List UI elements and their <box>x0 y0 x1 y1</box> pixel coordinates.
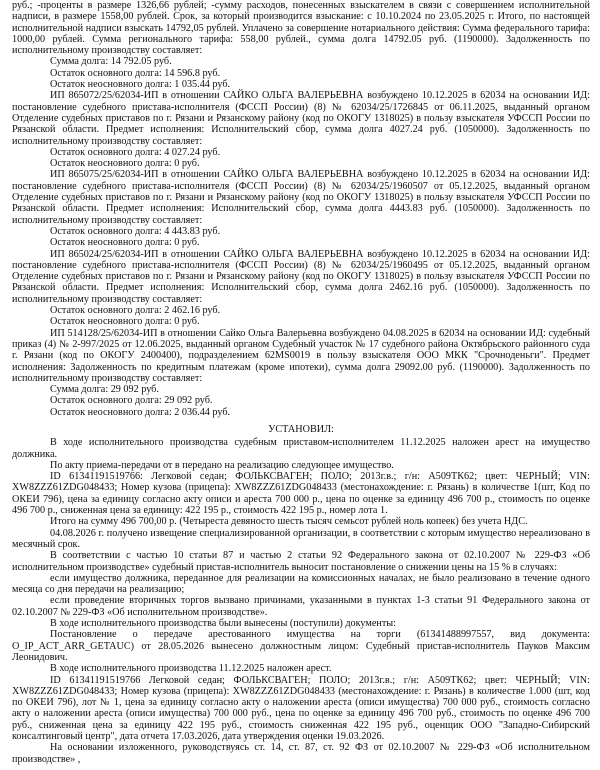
document-paragraph: Итого на сумму 496 700,00 р. (Четыреста девяносто шесть тысяч семьсот рублей ноль копеек) без учета НДС. <box>50 516 528 528</box>
document-paragraph: Сумма долга: 29 092 руб. <box>50 384 159 396</box>
document-paragraph: Остаток основного долга: 4 027.24 руб. <box>50 146 221 158</box>
document-paragraph: если имущество должника, переданное для реализации на комиссионных началах, не было реализовано в течение одного месяца со дня передачи на реализацию; <box>12 572 590 596</box>
document-paragraph: ИП 865072/25/62034-ИП в отношении САЙКО ОЛЬГА ВАЛЕРЬЕВНА возбуждено 10.12.2025 в 62034 на основании ИД: постановление судебного пристава-исполнителя (ФССП России) (8) № 62034/25/1726845 от 06.11.2025, выданный органом Отделение судебных приставов по г. Рязани и Рязанскому району (код по ОКОГУ 1318025) в пользу взыскателя УФССП России по Рязанской области. Предмет исполнения: Исполнительский сбор, сумма долга 4027.24 руб. (1050000). Задолженность по исполнительному производству составляет: <box>12 90 590 147</box>
document-paragraph: руб.; -проценты в размере 1326,66 рублей; -сумму расходов, понесенных взыскателем в связи с совершением исполнительной надписи, в размере 1558,00 рублей. Срок, за который производится взыскание: с 10.10.2024 по 23.05.2025 г. Итого, по настоящей исполнительной надписи взыскать 14792,05 рублей. Уплачено за совершение нотариального действия: Сумма федерального тарифа: 1000,00 рублей. Сумма регионального тарифа: 558,00 рублей., сумма долга 14792.05 руб. (1190000). Задолженность по исполнительному производству составляет: <box>12 0 590 57</box>
document-paragraph: В ходе исполнительного производства судебным приставом-исполнителем 11.12.2025 наложен арест на имущество должника. <box>12 437 590 460</box>
document-paragraph: В ходе исполнительного производства 11.12.2025 наложен арест. <box>50 663 332 675</box>
document-paragraph: Остаток неосновного долга: 0 руб. <box>50 158 200 170</box>
document-paragraph: Остаток основного долга: 4 443.83 руб. <box>50 225 221 237</box>
document-paragraph: Сумма долга: 14 792.05 руб. <box>50 56 172 68</box>
document-paragraph: ИП 865075/25/62034-ИП в отношении САЙКО ОЛЬГА ВАЛЕРЬЕВНА возбуждено 10.12.2025 в 62034 на основании ИД: постановление судебного пристава-исполнителя (ФССП России) (8) № 62034/25/1960507 от 05.12.2025, выданный органом Отделение судебных приставов по г. Рязани и Рязанскому району (код по ОКОГУ 1318025) в пользу взыскателя УФССП России по Рязанской области. Предмет исполнения: Исполнительский сбор, сумма долга 4443.83 руб. (1050000). Задолженность по исполнительному производству составляет: <box>12 169 590 226</box>
document-paragraph: В ходе исполнительного производства были вынесены (поступили) документы: <box>50 618 396 630</box>
document-paragraph: если проведение вторичных торгов вызвано причинами, указанными в пунктах 1-3 статьи 91 Федерального закона от 02.10.2007 № 229-ФЗ «Об исполнительном производстве». <box>12 595 590 618</box>
document-paragraph: 04.08.2026 г. получено извещение специализированной организации, в соответствии с которым имущество нереализовано в месячный срок. <box>12 527 590 550</box>
document-paragraph: Остаток неосновного долга: 1 035.44 руб. <box>50 79 231 91</box>
document-paragraph: Остаток основного долга: 14 596.8 руб. <box>50 67 221 79</box>
document-paragraph: ИП 514128/25/62034-ИП в отношении Сайко Ольга Валерьевна возбуждено 04.08.2025 в 62034 на основании ИД: судебный приказ (4) № 2-997/2025 от 12.06.2025, выданный органом Судебный участок № 17 судебного района Октябрьского районного суда г. Рязани (код по ОКОГУ 2400400), подразделением 62MS0019 в пользу взыскателя ООО МКК "Срочноденьги". Предмет исполнения: Задолженность по кредитным платежам (кроме ипотеки), сумма долга 29092.00 руб. (1190000). Задолженность по исполнительному производству составляет: <box>12 327 590 384</box>
document-paragraph: Остаток основного долга: 29 092 руб. <box>50 395 213 407</box>
document-paragraph: Постановление о передаче арестованного имущества на торги (61341488997557, вид документа: O_IP_ACT_ARR_GETAUC) от 28.05.2026 вынесено должностным лицом: Судебный пристав-исполнитель Пауков Максим Леонидович. <box>12 629 590 663</box>
document-paragraph: Остаток основного долга: 2 462.16 руб. <box>50 305 221 317</box>
document-paragraph: На основании изложенного, руководствуясь ст. 14, ст. 87, ст. 92 ФЗ от 02.10.2007 № 229-ФЗ «Об исполнительном производстве» , <box>12 742 590 765</box>
document-paragraph: Остаток неосновного долга: 0 руб. <box>50 316 200 328</box>
document-paragraph: Остаток неосновного долга: 2 036.44 руб. <box>50 406 231 418</box>
document-paragraph: ИП 865024/25/62034-ИП в отношении САЙКО ОЛЬГА ВАЛЕРЬЕВНА возбуждено 10.12.2025 в 62034 на основании ИД: постановление судебного пристава-исполнителя (ФССП России) (8) № 62034/25/1960495 от 05.12.2025, выданный органом Отделение судебных приставов по г. Рязани и Рязанскому району (код по ОКОГУ 1318025) в пользу взыскателя УФССП России по Рязанской области. Предмет исполнения: Исполнительский сбор, сумма долга 2462.16 руб. (1050000). Задолженность по исполнительному производству составляет: <box>12 248 590 305</box>
document-paragraph: По акту приема-передачи от в передано на реализацию следующее имущество. <box>50 459 394 471</box>
document-paragraph: В соответствии с частью 10 статьи 87 и частью 2 статьи 92 Федерального закона от 02.10.2007 № 229-ФЗ «Об исполнительном производстве» судебный пристав-исполнитель выносит постановление о снижении цены на 15 % в случаях: <box>12 550 590 573</box>
document-paragraph: ID 61341191519766 Легковой седан; ФОЛЬКСВАГЕН; ПОЛО; 2013г.в.; г/н: А509ТК62; цвет: ЧЕРНЫЙ; VIN: XW8ZZZ61ZDG048433; Номер кузова (прицепа): XW8ZZZ61ZDG048433 (местонахождение: г. Рязань) в количестве 1.000 (шт, код по ОКЕИ 796), лот № 1, цена за единицу согласно акту о наложении ареста (описи имущества) 700 000 руб., стоимость согласно акту о наложении ареста (описи имущества) 700 000 руб., цена по оценке за единицу 496 700 руб., стоимость по оценке 496 700 руб., сниженная цена за единицу 422 195 руб., стоимость сниженная 422 195 руб., оценщик ООО "Западно-Сибирский консалтинговый центр", дата отчета 17.03.2026, дата утверждения оценки 19.03.2026. <box>12 674 590 742</box>
document-paragraph: ID 61341191519766: Легковой седан; ФОЛЬКСВАГЕН; ПОЛО; 2013г.в.; г/н: А509ТК62; цвет: ЧЕРНЫЙ; VIN: XW8ZZZ61ZDG048433; Номер кузова (прицепа): XW8ZZZ61ZDG048433 (местонахождение: г. Рязань) в количестве 1(шт, Код по ОКЕИ 796), цена за единицу согласно акту описи и ареста 700 000 р., цена по оценке за единицу 496 700 р., стоимость по оценке 496 700 р., сниженная цена за единицу: 422 195 р., стоимость 422 195 р., номер лота 1. <box>12 471 590 517</box>
document-paragraph: Остаток неосновного долга: 0 руб. <box>50 237 200 249</box>
section-heading: УСТАНОВИЛ: <box>268 423 334 435</box>
